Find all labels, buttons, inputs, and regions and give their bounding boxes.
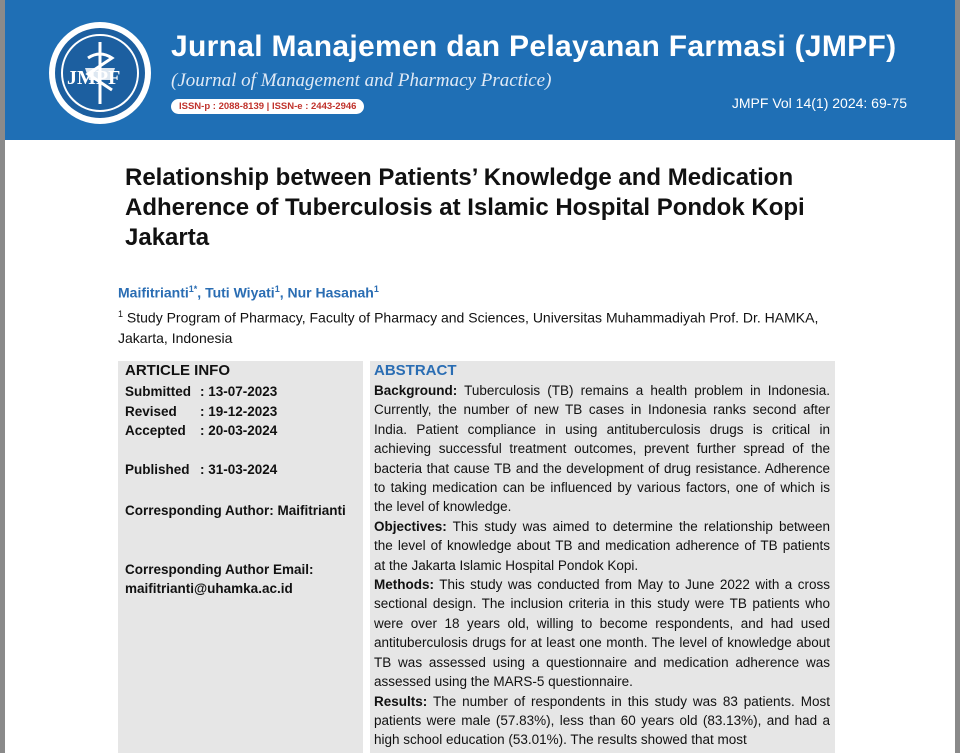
affiliation: $^1$ Study Program of Pharmacy, Faculty of Pharmacy and Sciences, Universitas Muhammadiyah Prof. Dr. HAMKA, Jakarta, Indonesia xyxy=(118,309,819,346)
journal-logo xyxy=(49,22,151,124)
author-name[interactable]: Tuti Wiyati xyxy=(205,284,275,301)
journal-subtitle: (Journal of Management and Pharmacy Practice) xyxy=(171,70,552,91)
author-name[interactable]: Maifitrianti xyxy=(118,284,189,301)
journal-header xyxy=(5,0,955,140)
journal-title: Jurnal Manajemen dan Pelayanan Farmasi (JMPF) xyxy=(171,30,897,63)
logo-letters: JMPF xyxy=(67,67,121,89)
submitted-date: Submitted : 13-07-2023 xyxy=(125,384,278,399)
corresponding-author: Corresponding Author: Maifitrianti xyxy=(125,503,346,518)
revised-date: Revised : 19-12-2023 xyxy=(125,404,278,419)
accepted-date: Accepted : 20-03-2024 xyxy=(125,423,278,438)
abstract-methods: Methods: This study was conducted from May to June 2022 with a cross sectional design. The inclusion criteria in this study were TB patients who were over 18 years old, willing to become respondents, and had used antituberculosis drugs for at least one month. The level of knowledge about TB was assessed using a questionnaire and medication adherence was assessed using the MARS-5 questionnaire. xyxy=(374,577,830,690)
volume-info: JMPF Vol 14(1) 2024: 69-75 xyxy=(731,95,907,111)
author-name[interactable]: Nur Hasanah xyxy=(287,284,374,301)
email-link[interactable]: maifitrianti@uhamka.ac.id xyxy=(125,581,293,596)
issn-badge: ISSN-p : 2088-8139 | ISSN-e : 2443-2946 xyxy=(171,99,364,114)
abstract-body xyxy=(374,381,830,750)
logo-emblem-icon xyxy=(55,28,145,118)
abstract-heading: ABSTRACT xyxy=(374,362,457,379)
journal-page xyxy=(5,0,955,753)
article-title: Relationship between Patients’ Knowledge and Medication Adherence of Tuberculosis at Islamic Hospital Pondok Kopi Jakarta xyxy=(125,164,805,251)
email-label: Corresponding Author Email: xyxy=(125,562,314,577)
author-list: Maifitrianti$^{1*}$, Tuti Wiyati$^1$, Nur Hasanah$^1$ xyxy=(118,284,379,301)
article-info-heading: ARTICLE INFO xyxy=(125,362,230,379)
abstract-objectives: Objectives: This study was aimed to determine the relationship between the level of knowledge about TB and medication adherence of TB patients at the Jakarta Islamic Hospital Pondok Kopi. xyxy=(374,518,830,573)
published-date: Published : 31-03-2024 xyxy=(125,462,278,477)
abstract-results: Results: The number of respondents in this study was 83 patients. Most patients were male (57.83%), less than 60 years old (83.13%), and had a high school education (53.01%). The results showed that most xyxy=(374,693,830,748)
abstract-background: Background: Tuberculosis (TB) remains a health problem in Indonesia. Currently, the number of new TB cases in Indonesia ranks second after India. Patient compliance in using antituberculosis drugs is critical in achieving successful treatment outcomes, prevent further spread of the bacteria that cause TB and the development of drug resistance. Adherence to taking medication can be influenced by various factors, one of which is the level of knowledge. xyxy=(374,383,830,515)
article-info-panel xyxy=(118,361,363,753)
